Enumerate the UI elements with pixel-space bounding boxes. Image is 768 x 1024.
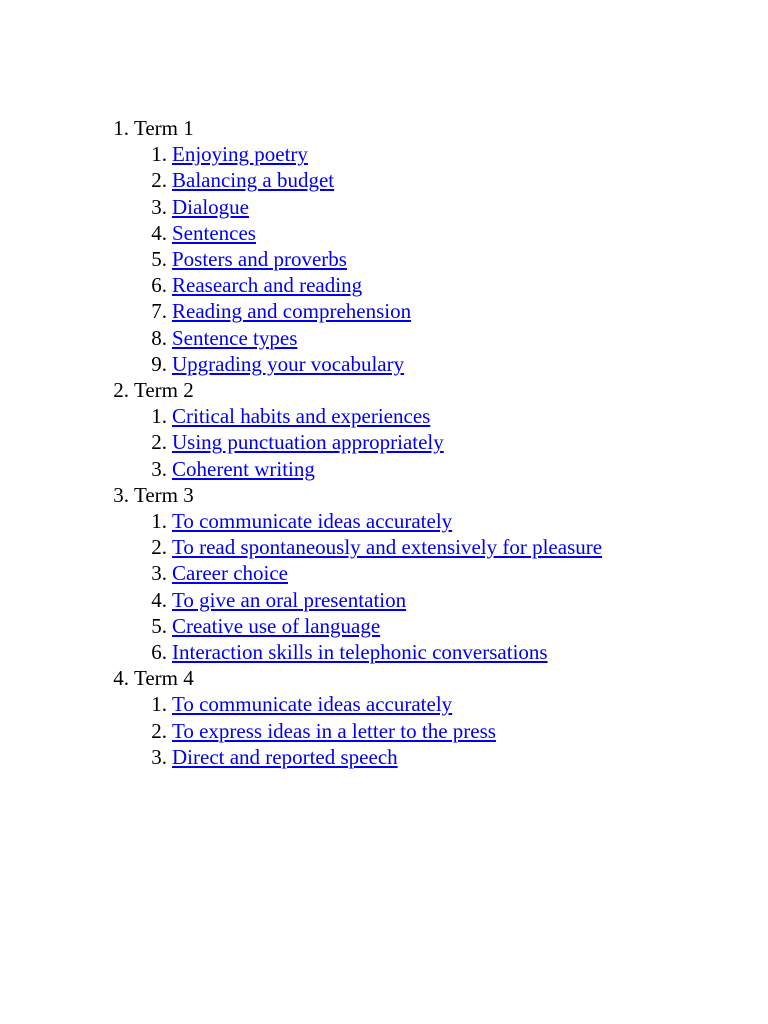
topic-item bbox=[151, 351, 602, 377]
topic-link[interactable]: To communicate ideas accurately bbox=[172, 692, 453, 717]
topic-item bbox=[151, 639, 602, 665]
topic-link[interactable]: Career choice bbox=[172, 561, 289, 586]
topic-item bbox=[151, 744, 602, 770]
topic-number: 3. bbox=[151, 744, 167, 769]
topic-number: 3. bbox=[151, 561, 167, 586]
topic-link[interactable]: Enjoying poetry bbox=[172, 142, 308, 167]
term-item bbox=[113, 482, 603, 665]
topic-item bbox=[151, 560, 602, 586]
topic-item bbox=[151, 456, 602, 482]
topic-number: 6. bbox=[151, 640, 167, 665]
topic-item bbox=[151, 718, 602, 744]
topic-number: 1. bbox=[151, 142, 167, 167]
topic-link[interactable]: Using punctuation appropriately bbox=[172, 430, 444, 455]
topic-link[interactable]: To read spontaneously and extensively for pleasure bbox=[172, 535, 603, 560]
topic-link[interactable]: Sentence types bbox=[172, 325, 298, 350]
topic-link[interactable]: Sentences bbox=[172, 220, 256, 245]
topic-link[interactable]: Dialogue bbox=[172, 194, 249, 219]
term-number: 2. bbox=[113, 378, 129, 403]
term-label: Term 3 bbox=[134, 482, 194, 507]
term-label: Term 2 bbox=[134, 378, 194, 403]
topic-item bbox=[151, 246, 602, 272]
topic-item bbox=[151, 167, 602, 193]
topic-link[interactable]: To express ideas in a letter to the press bbox=[172, 718, 496, 743]
term-outline bbox=[0, 115, 602, 770]
term-number: 4. bbox=[113, 666, 129, 691]
topic-link[interactable]: To communicate ideas accurately bbox=[172, 509, 453, 534]
topic-number: 3. bbox=[151, 194, 167, 219]
topic-item bbox=[151, 298, 602, 324]
topic-number: 9. bbox=[151, 351, 167, 376]
term-item bbox=[113, 377, 602, 482]
term-item bbox=[113, 665, 602, 770]
topic-number: 7. bbox=[151, 299, 167, 324]
topic-number: 2. bbox=[151, 718, 167, 743]
topic-number: 1. bbox=[151, 404, 167, 429]
topic-number: 4. bbox=[151, 587, 167, 612]
topic-number: 1. bbox=[151, 692, 167, 717]
topic-list bbox=[134, 403, 602, 482]
topic-number: 4. bbox=[151, 220, 167, 245]
topic-number: 2. bbox=[151, 535, 167, 560]
topic-link[interactable]: To give an oral presentation bbox=[172, 587, 407, 612]
topic-item bbox=[151, 429, 602, 455]
topic-number: 6. bbox=[151, 273, 167, 298]
topic-link[interactable]: Posters and proverbs bbox=[172, 247, 347, 272]
topic-number: 2. bbox=[151, 168, 167, 193]
topic-number: 1. bbox=[151, 509, 167, 534]
topic-item bbox=[151, 613, 602, 639]
topic-item bbox=[151, 691, 602, 717]
topic-item bbox=[151, 141, 602, 167]
topic-link[interactable]: Balancing a budget bbox=[172, 168, 335, 193]
topic-link[interactable]: Creative use of language bbox=[172, 613, 381, 638]
topic-item bbox=[151, 587, 602, 613]
term-label: Term 4 bbox=[134, 666, 194, 691]
term-number: 1. bbox=[113, 116, 129, 140]
topic-number: 2. bbox=[151, 430, 167, 455]
topic-link[interactable]: Coherent writing bbox=[172, 456, 315, 481]
topic-list bbox=[134, 141, 602, 377]
topic-item bbox=[151, 325, 602, 351]
topic-list bbox=[134, 691, 602, 770]
topic-number: 3. bbox=[151, 456, 167, 481]
topic-link[interactable]: Critical habits and experiences bbox=[172, 404, 431, 429]
topic-item bbox=[151, 272, 602, 298]
topic-link[interactable]: Upgrading your vocabulary bbox=[172, 351, 405, 376]
topic-list bbox=[134, 508, 602, 665]
topic-number: 8. bbox=[151, 325, 167, 350]
term-label: Term 1 bbox=[134, 116, 194, 140]
topic-number: 5. bbox=[151, 613, 167, 638]
topic-item bbox=[151, 403, 602, 429]
topic-link[interactable]: Interaction skills in telephonic conversations bbox=[172, 640, 548, 665]
topic-link[interactable]: Reading and comprehension bbox=[172, 299, 412, 324]
topic-link[interactable]: Reasearch and reading bbox=[172, 273, 363, 298]
topic-link[interactable]: Direct and reported speech bbox=[172, 744, 398, 769]
term-number: 3. bbox=[113, 482, 129, 507]
topic-item bbox=[151, 194, 602, 220]
topic-item bbox=[151, 508, 602, 534]
topic-number: 5. bbox=[151, 247, 167, 272]
topic-item bbox=[151, 220, 602, 246]
term-item bbox=[113, 115, 602, 377]
topic-item bbox=[151, 534, 603, 560]
